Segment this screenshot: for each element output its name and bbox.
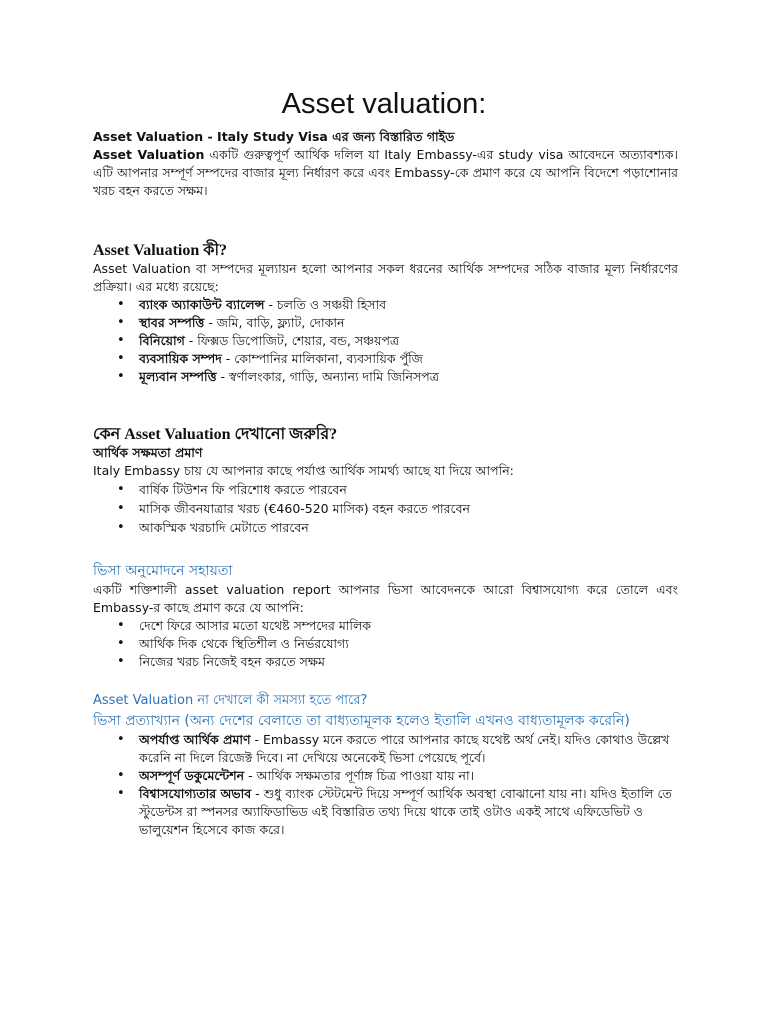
list-item-bold: অসম্পূর্ণ ডকুমেন্টেশন: [139, 768, 245, 783]
intro-heading: Asset Valuation - Italy Study Visa এর জন্য বিস্তারিত গাইড: [93, 129, 455, 144]
page-title: Asset valuation:: [281, 88, 487, 120]
list-item: • আর্থিক দিক থেকে স্থিতিশীল ও নির্ভরযোগ্য: [93, 635, 678, 653]
list-item-bold: বিশ্বাসযোগ্যতার অভাব: [139, 786, 252, 801]
list-item: [93, 332, 678, 350]
financial-list: [93, 481, 678, 537]
visa-list: [93, 617, 678, 671]
intro-lead-bold: Asset Valuation: [93, 147, 205, 162]
what-section: [93, 242, 678, 386]
problems-subheading: ভিসা প্রত্যাখ্যান (অন্য দেশের বেলাতে তা বাধ্যতামূলক হলেও ইতালি এখনও বাধ্যতামূলক করেনি): [93, 713, 630, 729]
financial-heading: আর্থিক সক্ষমতা প্রমাণ: [93, 445, 203, 460]
list-item-text: - শুধু ব্যাংক স্টেটমেন্ট দিয়ে সম্পূর্ণ আর্থিক অবস্থা বোঝানো যায় না। যদিও ইতালি তে স্টুডেন্টস রা স্পনসর অ্যাফিডাভিড এই বিস্তারিত তথ্য দিয়ে থাকে তাই ওটাও একই সাথে এফিডেভিট ও ভালুয়েশন হিসেবে কাজ করে।: [139, 786, 672, 837]
list-item: [93, 350, 678, 368]
intro-section: [93, 128, 678, 200]
list-item-bold: স্থাবর সম্পত্তি: [139, 315, 205, 330]
financial-paragraph: Italy Embassy চায় যে আপনার কাছে পর্যাপ্ত আর্থিক সামর্থ্য আছে যা দিয়ে আপনি:: [93, 463, 514, 478]
intro-lead-text: একটি গুরুত্বপূর্ণ আর্থিক দলিল যা Italy Embassy-এর study visa আবেদনে অত্যাবশ্যক। এটি আপনার সম্পূর্ণ সম্পদের বাজার মূল্য নির্ধারণ করে এবং Embassy-কে প্রমাণ করে যে আপনি বিদেশে পড়াশোনার খরচ বহন করতে সক্ষম।: [93, 147, 678, 198]
list-item-text: - ফিক্সড ডিপোজিট, শেয়ার, বন্ড, সঞ্চয়পত্র: [184, 333, 400, 348]
list-item-text: - স্বর্ণালংকার, গাড়ি, অন্যান্য দামি জিনিসপত্র: [216, 369, 439, 384]
problems-section: [93, 692, 678, 839]
list-item: [93, 314, 678, 332]
intro-paragraph: [93, 146, 678, 200]
list-item: [93, 296, 678, 314]
why-section: [93, 426, 678, 537]
list-item-text: - জমি, বাড়ি, ফ্ল্যাট, দোকান: [204, 315, 345, 330]
list-item: • দেশে ফিরে আসার মতো যথেষ্ট সম্পদের মালিক: [93, 617, 678, 635]
what-heading: Asset Valuation কী?: [93, 242, 228, 259]
list-item-text: - Embassy মনে করতে পারে আপনার কাছে যথেষ্ট অর্থ নেই। যদিও কোথাও উল্লেখ করেনি না দিলে রিজেক্ট দিবে। না দেখিয়ে অনেকেই ভিসা পেয়েছে পূর্বে।: [139, 732, 670, 765]
list-item-text: - কোম্পানির মালিকানা, ব্যবসায়িক পুঁজি: [221, 351, 423, 366]
list-item-bold: ব্যবসায়িক সম্পদ: [139, 351, 222, 366]
list-item: [93, 767, 678, 785]
list-item-bold: বিনিয়োগ: [139, 333, 185, 348]
list-item-text: - চলতি ও সঞ্চয়ী হিসাব: [264, 297, 387, 312]
list-item-bold: অপর্যাপ্ত আর্থিক প্রমাণ: [139, 732, 251, 747]
list-item: • নিজের খরচ নিজেই বহন করতে সক্ষম: [93, 653, 678, 671]
list-item: • বার্ষিক টিউশন ফি পরিশোধ করতে পারবেন: [93, 481, 678, 499]
list-item-text: - আর্থিক সক্ষমতার পূর্ণাঙ্গ চিত্র পাওয়া যায় না।: [244, 768, 475, 783]
why-heading: কেন Asset Valuation দেখানো জরুরি?: [93, 426, 338, 443]
list-item: [93, 785, 678, 839]
visa-heading: ভিসা অনুমোদনে সহায়তা: [93, 563, 233, 579]
list-item: • মাসিক জীবনযাত্রার খরচ (€460-520 মাসিক) বহন করতে পারবেন: [93, 500, 678, 518]
what-paragraph: Asset Valuation বা সম্পদের মূল্যায়ন হলো আপনার সকল ধরনের আর্থিক সম্পদের সঠিক বাজার মূল্য নির্ধারণের প্রক্রিয়া। এর মধ্যে রয়েছে:: [93, 261, 678, 294]
list-item: [93, 731, 678, 767]
list-item-bold: মূল্যবান সম্পত্তি: [139, 369, 217, 384]
list-item: [93, 368, 678, 386]
problems-list: [93, 731, 678, 839]
visa-paragraph: একটি শক্তিশালী asset valuation report আপনার ভিসা আবেদনকে আরো বিশ্বাসযোগ্য করে তোলে এবং Embassy-র কাছে প্রমাণ করে যে আপনি:: [93, 582, 678, 615]
visa-section: [93, 562, 678, 671]
list-item: • আকস্মিক খরচাদি মেটাতে পারবেন: [93, 519, 678, 537]
list-item-bold: ব্যাংক অ্যাকাউন্ট ব্যালেন্স: [139, 297, 265, 312]
asset-type-list: [93, 296, 678, 386]
problems-heading: Asset Valuation না দেখালে কী সমস্যা হতে পারে?: [93, 693, 368, 708]
